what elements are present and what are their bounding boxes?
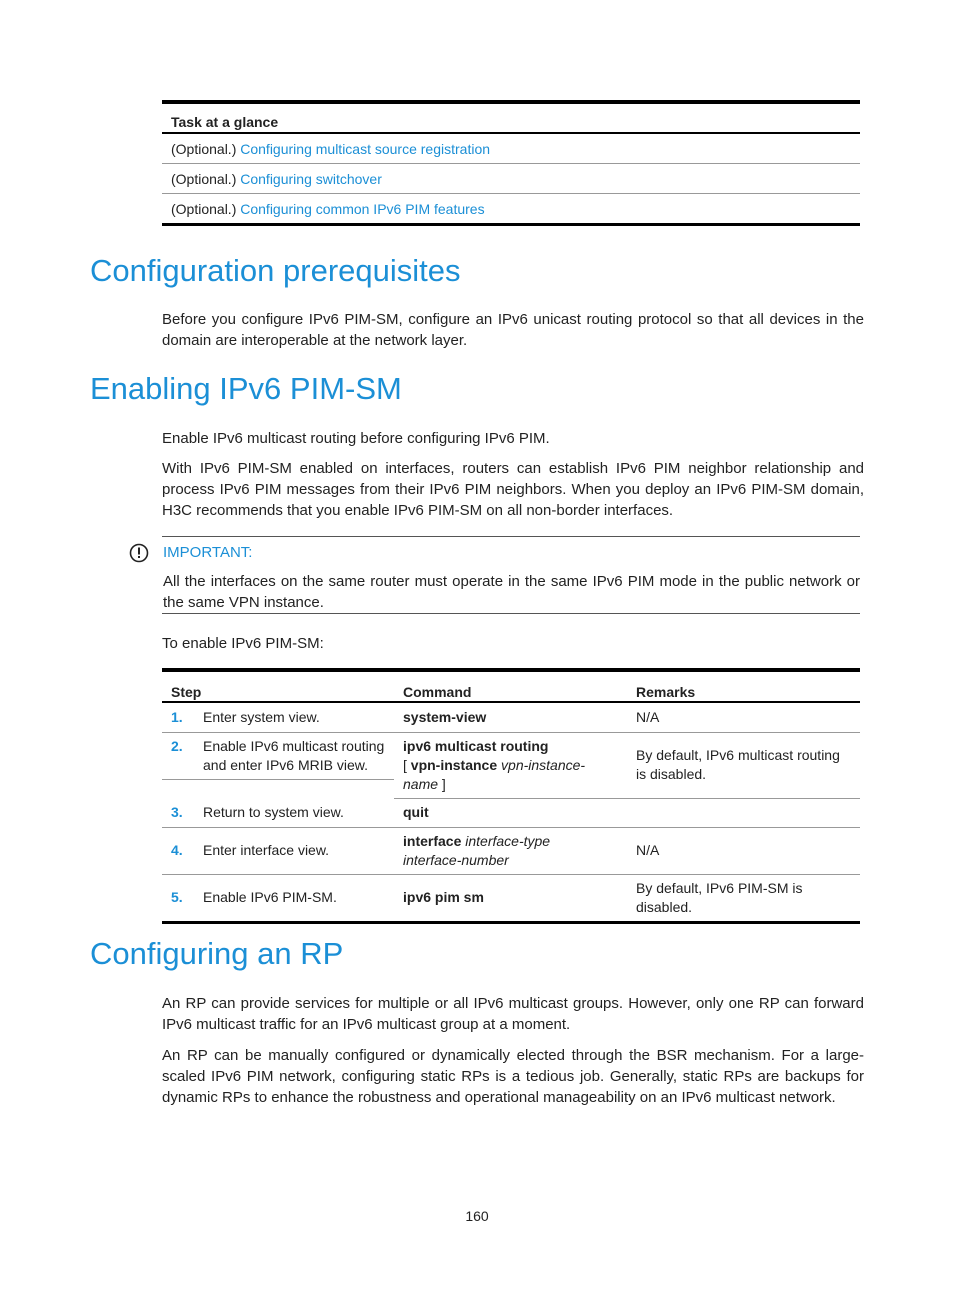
- command-bracket: [: [403, 756, 407, 773]
- important-divider-top: [162, 536, 860, 537]
- rp-paragraph-1: An RP can provide services for multiple or all IPv6 multicast groups. However, only one RP can forward IPv6 multicast traffic for an IPv6 multicast group at a moment.: [162, 995, 864, 1033]
- heading-configuration-prerequisites: Configuration prerequisites: [90, 253, 461, 288]
- prereq-paragraph: Before you configure IPv6 PIM-SM, configure an IPv6 unicast routing protocol so that all devices in the domain are interoperable at the network layer.: [162, 311, 864, 349]
- step-text: Enter system view.: [203, 708, 320, 725]
- step-table: [162, 668, 860, 924]
- remarks-text: By default, IPv6 multicast routing is disabled.: [627, 732, 860, 798]
- enable-intro: To enable IPv6 PIM-SM:: [162, 635, 324, 652]
- col-header-step: Step: [162, 670, 394, 702]
- heading-enabling-ipv6-pim-sm: Enabling IPv6 PIM-SM: [90, 371, 402, 406]
- table-row: [162, 798, 860, 827]
- task-prefix: (Optional.): [171, 200, 237, 217]
- table-row: [162, 133, 860, 164]
- task-prefix: (Optional.): [171, 170, 237, 187]
- command-keyword: quit: [403, 804, 429, 820]
- step-number: 5.: [171, 889, 183, 905]
- task-table: [162, 100, 860, 226]
- exclamation-circle-icon: [129, 543, 149, 563]
- step-text: Return to system view.: [203, 803, 344, 820]
- link-common-ipv6-pim-features[interactable]: Configuring common IPv6 PIM features: [240, 200, 485, 217]
- rp-paragraph-2: An RP can be manually configured or dynamically elected through the BSR mechanism. For a large-scaled IPv6 PIM network, configuring static RPs is a tedious job. Generally, static RPs are backups for dynamic RPs to enhance the robustness and operational manageability on an IPv6 multicast network.: [162, 1047, 864, 1106]
- col-header-remarks: Remarks: [627, 670, 860, 702]
- col-header-command: Command: [394, 670, 627, 702]
- step-number: 4.: [171, 842, 183, 858]
- command-argument: vpn-instance-name: [403, 756, 586, 792]
- table-row: [162, 702, 860, 732]
- remarks-text: N/A: [627, 702, 860, 732]
- task-prefix: (Optional.): [171, 140, 237, 157]
- command-keyword: vpn-instance: [410, 756, 498, 773]
- remarks-text: By default, IPv6 PIM-SM is disabled.: [627, 874, 860, 922]
- step-text: Enter interface view.: [203, 842, 330, 858]
- command-argument: interface-type: [465, 832, 551, 849]
- command-keyword: ipv6 pim sm: [403, 889, 484, 905]
- enabling-paragraph-1: Enable IPv6 multicast routing before configuring IPv6 PIM.: [162, 430, 550, 447]
- command-bracket: ]: [441, 775, 446, 792]
- command-keyword: ipv6 multicast routing: [403, 737, 549, 754]
- remarks-text: [627, 798, 860, 827]
- page-number: 160: [465, 1208, 489, 1224]
- step-text: Enable IPv6 multicast routing and enter IPv6 MRIB view.: [203, 737, 385, 773]
- link-multicast-source-registration[interactable]: Configuring multicast source registration: [240, 140, 491, 157]
- command-argument: interface-number: [403, 851, 509, 868]
- step-number: 2.: [171, 737, 183, 754]
- step-number: 3.: [171, 803, 183, 820]
- table-row: [162, 732, 860, 798]
- important-label: IMPORTANT:: [163, 544, 253, 561]
- enabling-paragraph-2: With IPv6 PIM-SM enabled on interfaces, routers can establish IPv6 PIM neighbor relationship and process IPv6 PIM messages from their IPv6 PIM neighbors. When you deploy an IPv6 PIM-SM domain, H3C recommends that you enable IPv6 PIM-SM on all non-border interfaces.: [162, 460, 864, 519]
- remarks-text: N/A: [627, 827, 860, 874]
- heading-configuring-an-rp: Configuring an RP: [90, 936, 344, 971]
- table-row: [162, 827, 860, 874]
- command-keyword: system-view: [403, 708, 487, 725]
- table-row: [162, 194, 860, 225]
- table-row: [162, 874, 860, 922]
- command-keyword: interface: [403, 832, 462, 849]
- important-divider-bottom: [162, 613, 860, 614]
- step-number: 1.: [171, 708, 183, 725]
- step-text: Enable IPv6 PIM-SM.: [203, 889, 337, 905]
- link-configuring-switchover[interactable]: Configuring switchover: [240, 170, 382, 187]
- table-row: [162, 164, 860, 194]
- task-table-header: Task at a glance: [162, 102, 860, 133]
- important-text: All the interfaces on the same router must operate in the same IPv6 PIM mode in the public network or the same VPN instance.: [163, 573, 860, 611]
